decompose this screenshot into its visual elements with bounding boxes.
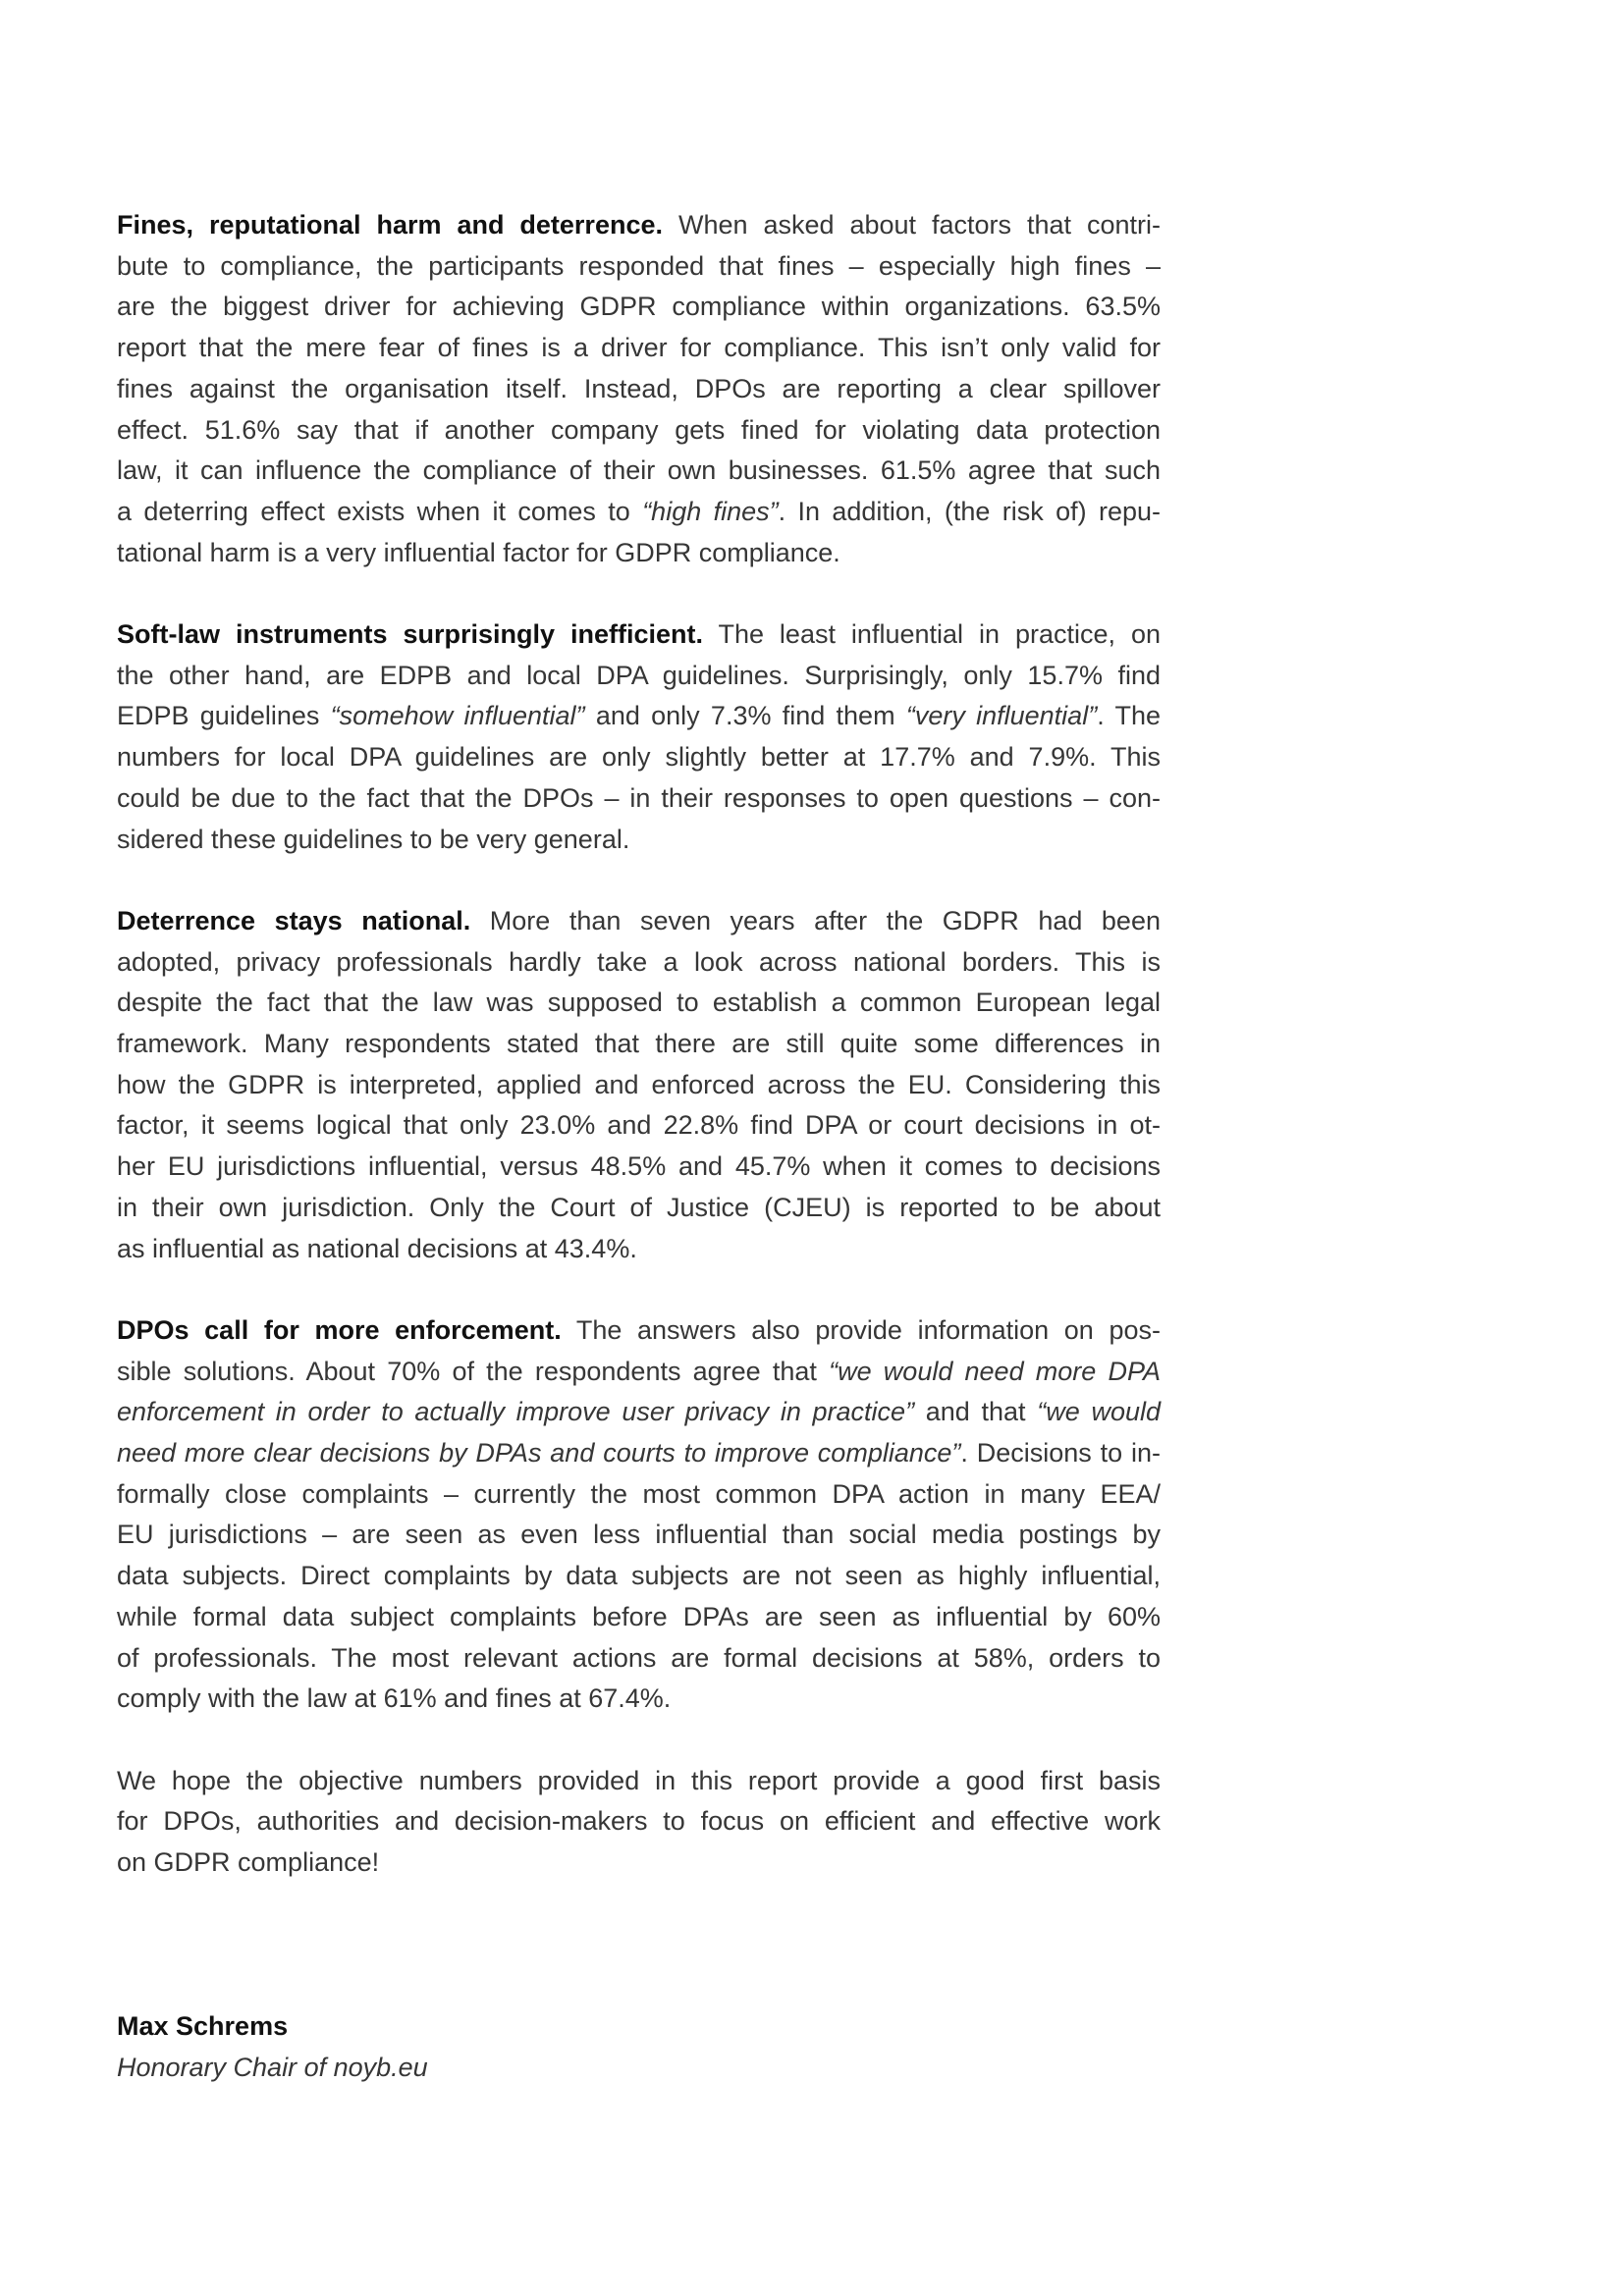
body-text: for DPOs, authorities and decision-makers to focus on efficient and effective work <box>117 1806 1161 1837</box>
text-line <box>117 1229 1161 1270</box>
body-text: The least influential in practice, on <box>702 619 1161 650</box>
body-text: formally close complaints – currently the most common DPA action in many EEA/ <box>117 1478 1161 1509</box>
text-line <box>117 1515 1161 1556</box>
text-line <box>117 1065 1161 1106</box>
body-text: numbers for local DPA guidelines are only slightly better at 17.7% and 7.9%. This <box>117 742 1161 773</box>
text-line <box>117 287 1161 328</box>
text-line <box>117 1801 1161 1842</box>
text-line <box>117 1310 1161 1352</box>
body-text: the other hand, are EDPB and local DPA guidelines. Surprisingly, only 15.7% find <box>117 660 1161 690</box>
text-line <box>117 1474 1161 1516</box>
paragraph <box>117 205 1161 573</box>
body-text: . The <box>1097 701 1161 731</box>
paragraph-heading: Deterrence stays national. <box>117 905 471 935</box>
quoted-text: need more clear decisions by DPAs and courts to improve compliance” <box>117 1438 961 1468</box>
text-line <box>117 983 1161 1024</box>
body-text: The answers also provide information on pos- <box>561 1314 1161 1345</box>
text-line <box>117 1188 1161 1229</box>
body-text: sidered these guidelines to be very general. <box>117 824 630 854</box>
text-line <box>117 1597 1161 1638</box>
body-text: comply with the law at 61% and fines at 67.4%. <box>117 1683 672 1714</box>
paragraph <box>117 1310 1161 1720</box>
body-text: could be due to the fact that the DPOs – in their responses to open questions – con- <box>117 782 1161 813</box>
text-line <box>117 737 1161 778</box>
text-line <box>117 656 1161 697</box>
body-text: are the biggest driver for achieving GDPR compliance within organizations. 63.5% <box>117 292 1161 322</box>
paragraph-heading: Fines, reputational harm and deterrence. <box>117 210 663 240</box>
body-text: bute to compliance, the participants responded that fines – especially high fines – <box>117 250 1161 281</box>
text-line <box>117 1842 1161 1884</box>
quoted-text: “we would need more DPA <box>829 1356 1161 1386</box>
body-text: tational harm is a very influential factor for GDPR compliance. <box>117 537 840 567</box>
body-text: a deterring effect exists when it comes to <box>117 496 643 526</box>
paragraph-heading: Soft-law instruments surprisingly inefficient. <box>117 619 703 650</box>
paragraph-heading: DPOs call for more enforcement. <box>117 1314 562 1345</box>
paragraph <box>117 901 1161 1269</box>
text-line <box>117 1024 1161 1065</box>
text-line <box>117 533 1161 574</box>
body-text: law, it can influence the compliance of their own businesses. 61.5% agree that such <box>117 455 1161 486</box>
quoted-text: “somehow influential” <box>330 701 585 731</box>
body-text: report that the mere fear of fines is a driver for compliance. This isn’t only valid for <box>117 333 1161 363</box>
text-line <box>117 246 1161 288</box>
paragraph <box>117 614 1161 860</box>
body-text: EDPB guidelines <box>117 701 331 731</box>
text-line <box>117 1433 1161 1474</box>
author-title: Honorary Chair of noyb.eu <box>117 2052 428 2082</box>
body-text: effect. 51.6% say that if another company gets fined for violating data protection <box>117 414 1161 445</box>
text-line <box>117 369 1161 410</box>
body-text: on GDPR compliance! <box>117 1847 380 1878</box>
body-text: while formal data subject complaints before DPAs are seen as influential by 60% <box>117 1601 1161 1631</box>
body-text: in their own jurisdiction. Only the Court of Justice (CJEU) is reported to be about <box>117 1192 1161 1222</box>
signature-block <box>117 2006 1161 2088</box>
body-text: as influential as national decisions at 43.4%. <box>117 1233 637 1263</box>
text-line <box>117 492 1161 533</box>
article-body <box>117 205 1161 2088</box>
quoted-text: “high fines” <box>642 496 779 526</box>
text-line <box>117 328 1161 369</box>
body-text: We hope the objective numbers provided in this report provide a good first basis <box>117 1765 1161 1795</box>
body-text: data subjects. Direct complaints by data subjects are not seen as highly influential, <box>117 1561 1161 1591</box>
author-name: Max Schrems <box>117 2010 289 2041</box>
text-line <box>117 1638 1161 1680</box>
text-line <box>117 614 1161 656</box>
text-line <box>117 820 1161 861</box>
quoted-text: “very influential” <box>905 701 1098 731</box>
body-text: her EU jurisdictions influential, versus 48.5% and 45.7% when it comes to decisions <box>117 1151 1161 1182</box>
text-line <box>117 1761 1161 1802</box>
body-text: More than seven years after the GDPR had been <box>470 905 1161 935</box>
body-text: framework. Many respondents stated that there are still quite some differences in <box>117 1029 1161 1059</box>
body-text: and that <box>914 1397 1038 1427</box>
text-line <box>117 696 1161 737</box>
body-text: When asked about factors that contri- <box>663 210 1162 240</box>
body-text: EU jurisdictions – are seen as even less influential than social media postings by <box>117 1520 1161 1550</box>
text-line <box>117 451 1161 492</box>
body-text: fines against the organisation itself. Instead, DPOs are reporting a clear spillover <box>117 373 1161 403</box>
body-text: sible solutions. About 70% of the respondents agree that <box>117 1356 830 1386</box>
quoted-text: enforcement in order to actually improve user privacy in practice” <box>117 1397 915 1427</box>
text-line <box>117 410 1161 452</box>
body-text: how the GDPR is interpreted, applied and enforced across the EU. Considering this <box>117 1069 1161 1099</box>
text-line <box>117 1679 1161 1720</box>
body-text: . Decisions to in- <box>960 1438 1161 1468</box>
text-line <box>117 942 1161 984</box>
body-text: despite the fact that the law was supposed to establish a common European legal <box>117 988 1161 1018</box>
text-line <box>117 1147 1161 1188</box>
text-line <box>117 1392 1161 1433</box>
body-text: . In addition, (the risk of) repu- <box>778 496 1161 526</box>
body-text: adopted, privacy professionals hardly take a look across national borders. This is <box>117 946 1161 977</box>
text-line <box>117 1556 1161 1597</box>
text-line <box>117 778 1161 820</box>
text-line <box>117 901 1161 942</box>
text-line <box>117 1352 1161 1393</box>
paragraph <box>117 1761 1161 1884</box>
text-line <box>117 1105 1161 1147</box>
body-text: of professionals. The most relevant actions are formal decisions at 58%, orders to <box>117 1642 1161 1673</box>
body-text: and only 7.3% find them <box>584 701 906 731</box>
paragraph-list <box>117 205 1161 1884</box>
quoted-text: “we would <box>1037 1397 1161 1427</box>
body-text: factor, it seems logical that only 23.0% and 22.8% find DPA or court decisions in ot- <box>117 1110 1161 1141</box>
text-line <box>117 205 1161 246</box>
